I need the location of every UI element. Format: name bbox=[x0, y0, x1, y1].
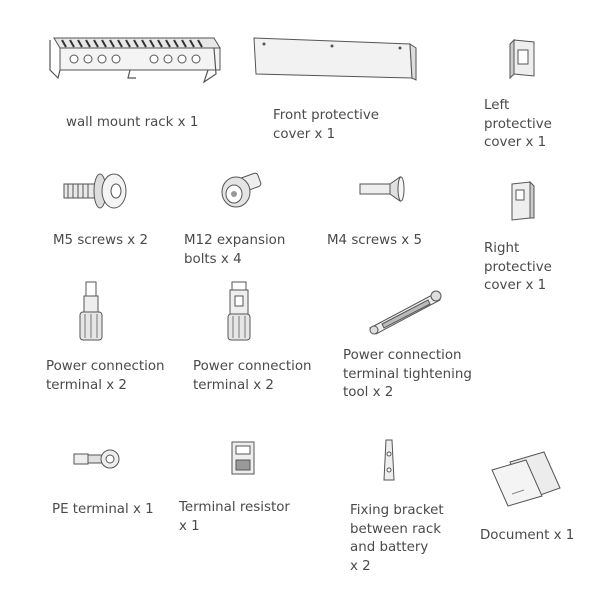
right-protective-cover-illustration bbox=[508, 178, 538, 222]
m4-screws-label: M4 screws x 5 bbox=[327, 233, 423, 248]
power-connection-terminal-b-illustration bbox=[222, 278, 256, 344]
wall-mount-rack-label: wall mount rack x 1 bbox=[66, 115, 199, 130]
terminal-resistor-illustration bbox=[228, 438, 258, 478]
terminal-tightening-tool-label: Power connection terminal tightening tool x 2 bbox=[343, 348, 472, 400]
fixing-bracket-illustration bbox=[378, 436, 398, 484]
pe-terminal-illustration bbox=[70, 446, 124, 472]
m4-screw-illustration bbox=[356, 174, 408, 204]
terminal-tightening-tool-illustration bbox=[364, 288, 448, 338]
left-protective-cover-illustration bbox=[506, 36, 540, 80]
power-connection-terminal-b-label: Power connection terminal x 2 bbox=[193, 359, 312, 393]
m5-screws-label: M5 screws x 2 bbox=[53, 233, 149, 248]
front-protective-cover-illustration bbox=[250, 34, 420, 84]
fixing-bracket-label: Fixing bracket between rack and battery x 2 bbox=[350, 503, 444, 574]
pe-terminal-label: PE terminal x 1 bbox=[52, 502, 154, 517]
wall-mount-rack-illustration bbox=[44, 30, 224, 90]
document-label: Document x 1 bbox=[480, 528, 575, 543]
left-protective-cover-label: Left protective cover x 1 bbox=[484, 98, 552, 150]
power-connection-terminal-a-label: Power connection terminal x 2 bbox=[46, 359, 165, 393]
m12-expansion-bolt-illustration bbox=[214, 168, 266, 212]
front-protective-cover-label: Front protective cover x 1 bbox=[273, 108, 380, 142]
m12-expansion-bolts-label: M12 expansion bolts x 4 bbox=[184, 233, 286, 267]
right-protective-cover-label: Right protective cover x 1 bbox=[484, 241, 552, 293]
document-illustration bbox=[486, 448, 566, 508]
m5-screw-illustration bbox=[60, 170, 134, 214]
terminal-resistor-label: Terminal resistor x 1 bbox=[179, 500, 290, 534]
power-connection-terminal-a-illustration bbox=[74, 278, 108, 344]
